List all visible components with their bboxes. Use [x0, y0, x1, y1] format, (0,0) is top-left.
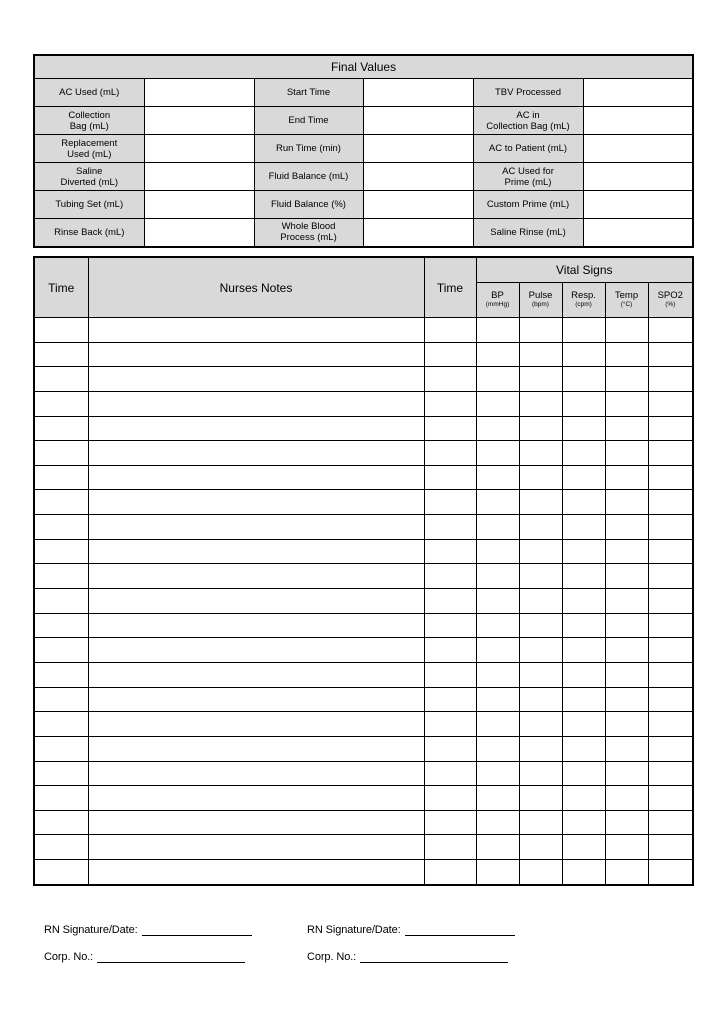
row-resp-cell[interactable] [562, 662, 605, 687]
row-time-cell[interactable] [34, 318, 88, 343]
notes-rows [34, 318, 693, 886]
row-time-cell[interactable] [34, 367, 88, 392]
row-time-cell[interactable] [34, 564, 88, 589]
row-time-cell[interactable] [34, 712, 88, 737]
row-note-cell[interactable] [88, 490, 424, 515]
corp-no-right [307, 951, 508, 963]
rn-signature-left [44, 924, 252, 936]
rn-signature-label-right: RN Signature/Date: [307, 924, 401, 936]
row-note-cell[interactable] [88, 662, 424, 687]
row-note-cell[interactable] [88, 441, 424, 466]
table-row [34, 736, 693, 761]
row-bp-cell[interactable] [476, 391, 519, 416]
row-note-cell[interactable] [88, 318, 424, 343]
row-spo2-cell[interactable] [648, 761, 693, 786]
row-bp-cell[interactable] [476, 539, 519, 564]
row-temp-cell[interactable] [605, 810, 648, 835]
row-temp-cell[interactable] [605, 465, 648, 490]
field-ac-in-collection-bag[interactable] [583, 107, 693, 135]
row-pulse-cell[interactable] [519, 318, 562, 343]
field-saline-diverted[interactable] [144, 163, 254, 191]
row-bp-cell[interactable] [476, 490, 519, 515]
table-row [34, 712, 693, 737]
row-spo2-cell[interactable] [648, 810, 693, 835]
table-row [34, 342, 693, 367]
row-note-cell[interactable] [88, 736, 424, 761]
row-spo2-cell[interactable] [648, 613, 693, 638]
row-note-cell[interactable] [88, 761, 424, 786]
row-vitals-time-cell[interactable] [424, 515, 476, 540]
row-spo2-cell[interactable] [648, 490, 693, 515]
table-row [34, 367, 693, 392]
label-ac-in-collection-bag: AC in Collection Bag (mL) [473, 107, 583, 135]
row-note-cell[interactable] [88, 712, 424, 737]
row-spo2-cell[interactable] [648, 367, 693, 392]
row-vitals-time-cell[interactable] [424, 662, 476, 687]
row-note-cell[interactable] [88, 539, 424, 564]
row-time-cell[interactable] [34, 687, 88, 712]
row-temp-cell[interactable] [605, 391, 648, 416]
header-time: Time [34, 257, 88, 318]
row-spo2-cell[interactable] [648, 860, 693, 885]
row-note-cell[interactable] [88, 342, 424, 367]
row-temp-cell[interactable] [605, 712, 648, 737]
row-bp-cell[interactable] [476, 662, 519, 687]
field-tbv-processed[interactable] [583, 79, 693, 107]
row-spo2-cell[interactable] [648, 589, 693, 614]
row-time-cell[interactable] [34, 736, 88, 761]
row-pulse-cell[interactable] [519, 416, 562, 441]
field-start-time[interactable] [363, 79, 473, 107]
rn-signature-line-right[interactable] [405, 925, 515, 936]
corp-no-line-left[interactable] [97, 952, 245, 963]
row-spo2-cell[interactable] [648, 539, 693, 564]
row-time-cell[interactable] [34, 810, 88, 835]
row-temp-cell[interactable] [605, 687, 648, 712]
table-row [34, 318, 693, 343]
row-temp-cell[interactable] [605, 318, 648, 343]
row-note-cell[interactable] [88, 391, 424, 416]
table-row [34, 638, 693, 663]
row-bp-cell[interactable] [476, 786, 519, 811]
row-note-cell[interactable] [88, 564, 424, 589]
row-spo2-cell[interactable] [648, 391, 693, 416]
row-time-cell[interactable] [34, 860, 88, 885]
row-pulse-cell[interactable] [519, 367, 562, 392]
table-row [34, 515, 693, 540]
label-end-time: End Time [254, 107, 363, 135]
row-bp-cell[interactable] [476, 416, 519, 441]
row-resp-cell[interactable] [562, 687, 605, 712]
row-temp-cell[interactable] [605, 564, 648, 589]
row-resp-cell[interactable] [562, 416, 605, 441]
row-time-cell[interactable] [34, 416, 88, 441]
row-temp-cell[interactable] [605, 342, 648, 367]
row-resp-cell[interactable] [562, 564, 605, 589]
table-row [34, 465, 693, 490]
row-temp-cell[interactable] [605, 367, 648, 392]
row-bp-cell[interactable] [476, 564, 519, 589]
field-fluid-balance-pct[interactable] [363, 191, 473, 219]
row-resp-cell[interactable] [562, 342, 605, 367]
field-ac-used-for-prime[interactable] [583, 163, 693, 191]
row-time-cell[interactable] [34, 342, 88, 367]
row-pulse-cell[interactable] [519, 638, 562, 663]
label-saline-diverted: Saline Diverted (mL) [34, 163, 144, 191]
label-tbv-processed: TBV Processed [473, 79, 583, 107]
label-ac-used-for-prime: AC Used for Prime (mL) [473, 163, 583, 191]
row-vitals-time-cell[interactable] [424, 736, 476, 761]
row-bp-cell[interactable] [476, 761, 519, 786]
row-note-cell[interactable] [88, 416, 424, 441]
row-vitals-time-cell[interactable] [424, 613, 476, 638]
row-temp-cell[interactable] [605, 589, 648, 614]
row-vitals-time-cell[interactable] [424, 564, 476, 589]
row-bp-cell[interactable] [476, 613, 519, 638]
row-vitals-time-cell[interactable] [424, 391, 476, 416]
row-resp-cell[interactable] [562, 515, 605, 540]
row-temp-cell[interactable] [605, 441, 648, 466]
row-time-cell[interactable] [34, 662, 88, 687]
row-vitals-time-cell[interactable] [424, 342, 476, 367]
field-replacement-used[interactable] [144, 135, 254, 163]
row-time-cell[interactable] [34, 539, 88, 564]
row-resp-cell[interactable] [562, 367, 605, 392]
row-vitals-time-cell[interactable] [424, 367, 476, 392]
nurses-notes-table [33, 256, 694, 886]
row-temp-cell[interactable] [605, 490, 648, 515]
row-pulse-cell[interactable] [519, 613, 562, 638]
row-resp-cell[interactable] [562, 810, 605, 835]
row-time-cell[interactable] [34, 589, 88, 614]
row-bp-cell[interactable] [476, 712, 519, 737]
row-vitals-time-cell[interactable] [424, 860, 476, 885]
row-vitals-time-cell[interactable] [424, 490, 476, 515]
row-bp-cell[interactable] [476, 810, 519, 835]
table-row [34, 810, 693, 835]
field-end-time[interactable] [363, 107, 473, 135]
row-resp-cell[interactable] [562, 318, 605, 343]
row-pulse-cell[interactable] [519, 490, 562, 515]
table-row [34, 662, 693, 687]
row-vitals-time-cell[interactable] [424, 835, 476, 860]
row-resp-cell[interactable] [562, 490, 605, 515]
header-bp: BP (mmHg) [476, 283, 519, 318]
row-bp-cell[interactable] [476, 835, 519, 860]
row-vitals-time-cell[interactable] [424, 465, 476, 490]
row-pulse-cell[interactable] [519, 564, 562, 589]
table-row [34, 564, 693, 589]
row-pulse-cell[interactable] [519, 835, 562, 860]
row-resp-cell[interactable] [562, 539, 605, 564]
row-spo2-cell[interactable] [648, 835, 693, 860]
row-pulse-cell[interactable] [519, 687, 562, 712]
corp-no-left [44, 951, 245, 963]
row-temp-cell[interactable] [605, 835, 648, 860]
header-nurses-notes: Nurses Notes [88, 257, 424, 318]
row-spo2-cell[interactable] [648, 662, 693, 687]
row-note-cell[interactable] [88, 835, 424, 860]
row-note-cell[interactable] [88, 465, 424, 490]
row-temp-cell[interactable] [605, 515, 648, 540]
row-note-cell[interactable] [88, 860, 424, 885]
row-pulse-cell[interactable] [519, 786, 562, 811]
row-spo2-cell[interactable] [648, 564, 693, 589]
row-vitals-time-cell[interactable] [424, 318, 476, 343]
row-vitals-time-cell[interactable] [424, 416, 476, 441]
row-note-cell[interactable] [88, 515, 424, 540]
row-spo2-cell[interactable] [648, 687, 693, 712]
table-row [34, 835, 693, 860]
row-note-cell[interactable] [88, 687, 424, 712]
row-time-cell[interactable] [34, 786, 88, 811]
field-rinse-back[interactable] [144, 219, 254, 247]
row-time-cell[interactable] [34, 761, 88, 786]
header-pulse: Pulse (bpm) [519, 283, 562, 318]
row-pulse-cell[interactable] [519, 712, 562, 737]
label-replacement-used: Replacement Used (mL) [34, 135, 144, 163]
row-resp-cell[interactable] [562, 712, 605, 737]
row-resp-cell[interactable] [562, 465, 605, 490]
row-spo2-cell[interactable] [648, 416, 693, 441]
label-ac-to-patient: AC to Patient (mL) [473, 135, 583, 163]
row-resp-cell[interactable] [562, 613, 605, 638]
row-note-cell[interactable] [88, 810, 424, 835]
row-time-cell[interactable] [34, 613, 88, 638]
row-resp-cell[interactable] [562, 860, 605, 885]
row-spo2-cell[interactable] [648, 515, 693, 540]
label-run-time: Run Time (min) [254, 135, 363, 163]
row-pulse-cell[interactable] [519, 441, 562, 466]
label-fluid-balance-ml: Fluid Balance (mL) [254, 163, 363, 191]
field-saline-rinse[interactable] [583, 219, 693, 247]
header-time-vitals: Time [424, 257, 476, 318]
row-pulse-cell[interactable] [519, 465, 562, 490]
row-pulse-cell[interactable] [519, 391, 562, 416]
row-temp-cell[interactable] [605, 638, 648, 663]
row-bp-cell[interactable] [476, 465, 519, 490]
final-values-table [33, 54, 694, 248]
label-collection-bag: Collection Bag (mL) [34, 107, 144, 135]
row-resp-cell[interactable] [562, 835, 605, 860]
row-time-cell[interactable] [34, 465, 88, 490]
row-bp-cell[interactable] [476, 589, 519, 614]
row-time-cell[interactable] [34, 515, 88, 540]
row-vitals-time-cell[interactable] [424, 638, 476, 663]
row-bp-cell[interactable] [476, 736, 519, 761]
row-bp-cell[interactable] [476, 515, 519, 540]
label-ac-used: AC Used (mL) [34, 79, 144, 107]
row-note-cell[interactable] [88, 786, 424, 811]
row-resp-cell[interactable] [562, 761, 605, 786]
row-bp-cell[interactable] [476, 342, 519, 367]
field-collection-bag[interactable] [144, 107, 254, 135]
row-note-cell[interactable] [88, 613, 424, 638]
row-spo2-cell[interactable] [648, 465, 693, 490]
table-row [34, 786, 693, 811]
label-whole-blood-process: Whole Blood Process (mL) [254, 219, 363, 247]
row-temp-cell[interactable] [605, 761, 648, 786]
table-row [34, 687, 693, 712]
row-bp-cell[interactable] [476, 860, 519, 885]
field-ac-to-patient[interactable] [583, 135, 693, 163]
corp-no-label-right: Corp. No.: [307, 951, 357, 963]
row-vitals-time-cell[interactable] [424, 712, 476, 737]
row-temp-cell[interactable] [605, 860, 648, 885]
row-bp-cell[interactable] [476, 687, 519, 712]
row-note-cell[interactable] [88, 589, 424, 614]
row-bp-cell[interactable] [476, 367, 519, 392]
label-tubing-set: Tubing Set (mL) [34, 191, 144, 219]
row-vitals-time-cell[interactable] [424, 539, 476, 564]
row-temp-cell[interactable] [605, 539, 648, 564]
row-resp-cell[interactable] [562, 589, 605, 614]
header-spo2: SPO2 (%) [648, 283, 693, 318]
field-run-time[interactable] [363, 135, 473, 163]
row-vitals-time-cell[interactable] [424, 786, 476, 811]
corp-no-line-right[interactable] [360, 952, 508, 963]
rn-signature-line-left[interactable] [142, 925, 252, 936]
row-spo2-cell[interactable] [648, 318, 693, 343]
row-resp-cell[interactable] [562, 441, 605, 466]
rn-signature-right [307, 924, 515, 936]
row-time-cell[interactable] [34, 391, 88, 416]
row-time-cell[interactable] [34, 490, 88, 515]
row-pulse-cell[interactable] [519, 539, 562, 564]
row-bp-cell[interactable] [476, 441, 519, 466]
row-bp-cell[interactable] [476, 318, 519, 343]
row-spo2-cell[interactable] [648, 638, 693, 663]
row-spo2-cell[interactable] [648, 441, 693, 466]
row-spo2-cell[interactable] [648, 342, 693, 367]
row-note-cell[interactable] [88, 367, 424, 392]
row-pulse-cell[interactable] [519, 761, 562, 786]
row-pulse-cell[interactable] [519, 860, 562, 885]
row-vitals-time-cell[interactable] [424, 761, 476, 786]
label-saline-rinse: Saline Rinse (mL) [473, 219, 583, 247]
table-row [34, 416, 693, 441]
header-vital-signs: Vital Signs [476, 257, 693, 283]
row-vitals-time-cell[interactable] [424, 589, 476, 614]
row-temp-cell[interactable] [605, 786, 648, 811]
table-row [34, 589, 693, 614]
row-temp-cell[interactable] [605, 416, 648, 441]
table-row [34, 441, 693, 466]
row-pulse-cell[interactable] [519, 515, 562, 540]
rn-signature-label-left: RN Signature/Date: [44, 924, 138, 936]
row-resp-cell[interactable] [562, 391, 605, 416]
row-temp-cell[interactable] [605, 736, 648, 761]
table-row [34, 391, 693, 416]
table-row [34, 860, 693, 885]
field-ac-used[interactable] [144, 79, 254, 107]
header-temp: Temp (°C) [605, 283, 648, 318]
row-pulse-cell[interactable] [519, 810, 562, 835]
row-resp-cell[interactable] [562, 736, 605, 761]
row-pulse-cell[interactable] [519, 589, 562, 614]
row-pulse-cell[interactable] [519, 342, 562, 367]
field-whole-blood-process[interactable] [363, 219, 473, 247]
table-row [34, 761, 693, 786]
corp-no-label-left: Corp. No.: [44, 951, 94, 963]
final-values-title: Final Values [34, 55, 693, 79]
field-tubing-set[interactable] [144, 191, 254, 219]
row-note-cell[interactable] [88, 638, 424, 663]
row-pulse-cell[interactable] [519, 662, 562, 687]
row-time-cell[interactable] [34, 835, 88, 860]
label-rinse-back: Rinse Back (mL) [34, 219, 144, 247]
row-resp-cell[interactable] [562, 786, 605, 811]
label-fluid-balance-pct: Fluid Balance (%) [254, 191, 363, 219]
table-row [34, 613, 693, 638]
row-spo2-cell[interactable] [648, 736, 693, 761]
row-bp-cell[interactable] [476, 638, 519, 663]
row-spo2-cell[interactable] [648, 786, 693, 811]
row-pulse-cell[interactable] [519, 736, 562, 761]
row-temp-cell[interactable] [605, 613, 648, 638]
row-time-cell[interactable] [34, 638, 88, 663]
field-custom-prime[interactable] [583, 191, 693, 219]
row-spo2-cell[interactable] [648, 712, 693, 737]
row-vitals-time-cell[interactable] [424, 810, 476, 835]
row-time-cell[interactable] [34, 441, 88, 466]
header-resp: Resp. (cpm) [562, 283, 605, 318]
label-start-time: Start Time [254, 79, 363, 107]
row-resp-cell[interactable] [562, 638, 605, 663]
field-fluid-balance-ml[interactable] [363, 163, 473, 191]
table-row [34, 490, 693, 515]
row-temp-cell[interactable] [605, 662, 648, 687]
row-vitals-time-cell[interactable] [424, 687, 476, 712]
label-custom-prime: Custom Prime (mL) [473, 191, 583, 219]
table-row [34, 539, 693, 564]
row-vitals-time-cell[interactable] [424, 441, 476, 466]
